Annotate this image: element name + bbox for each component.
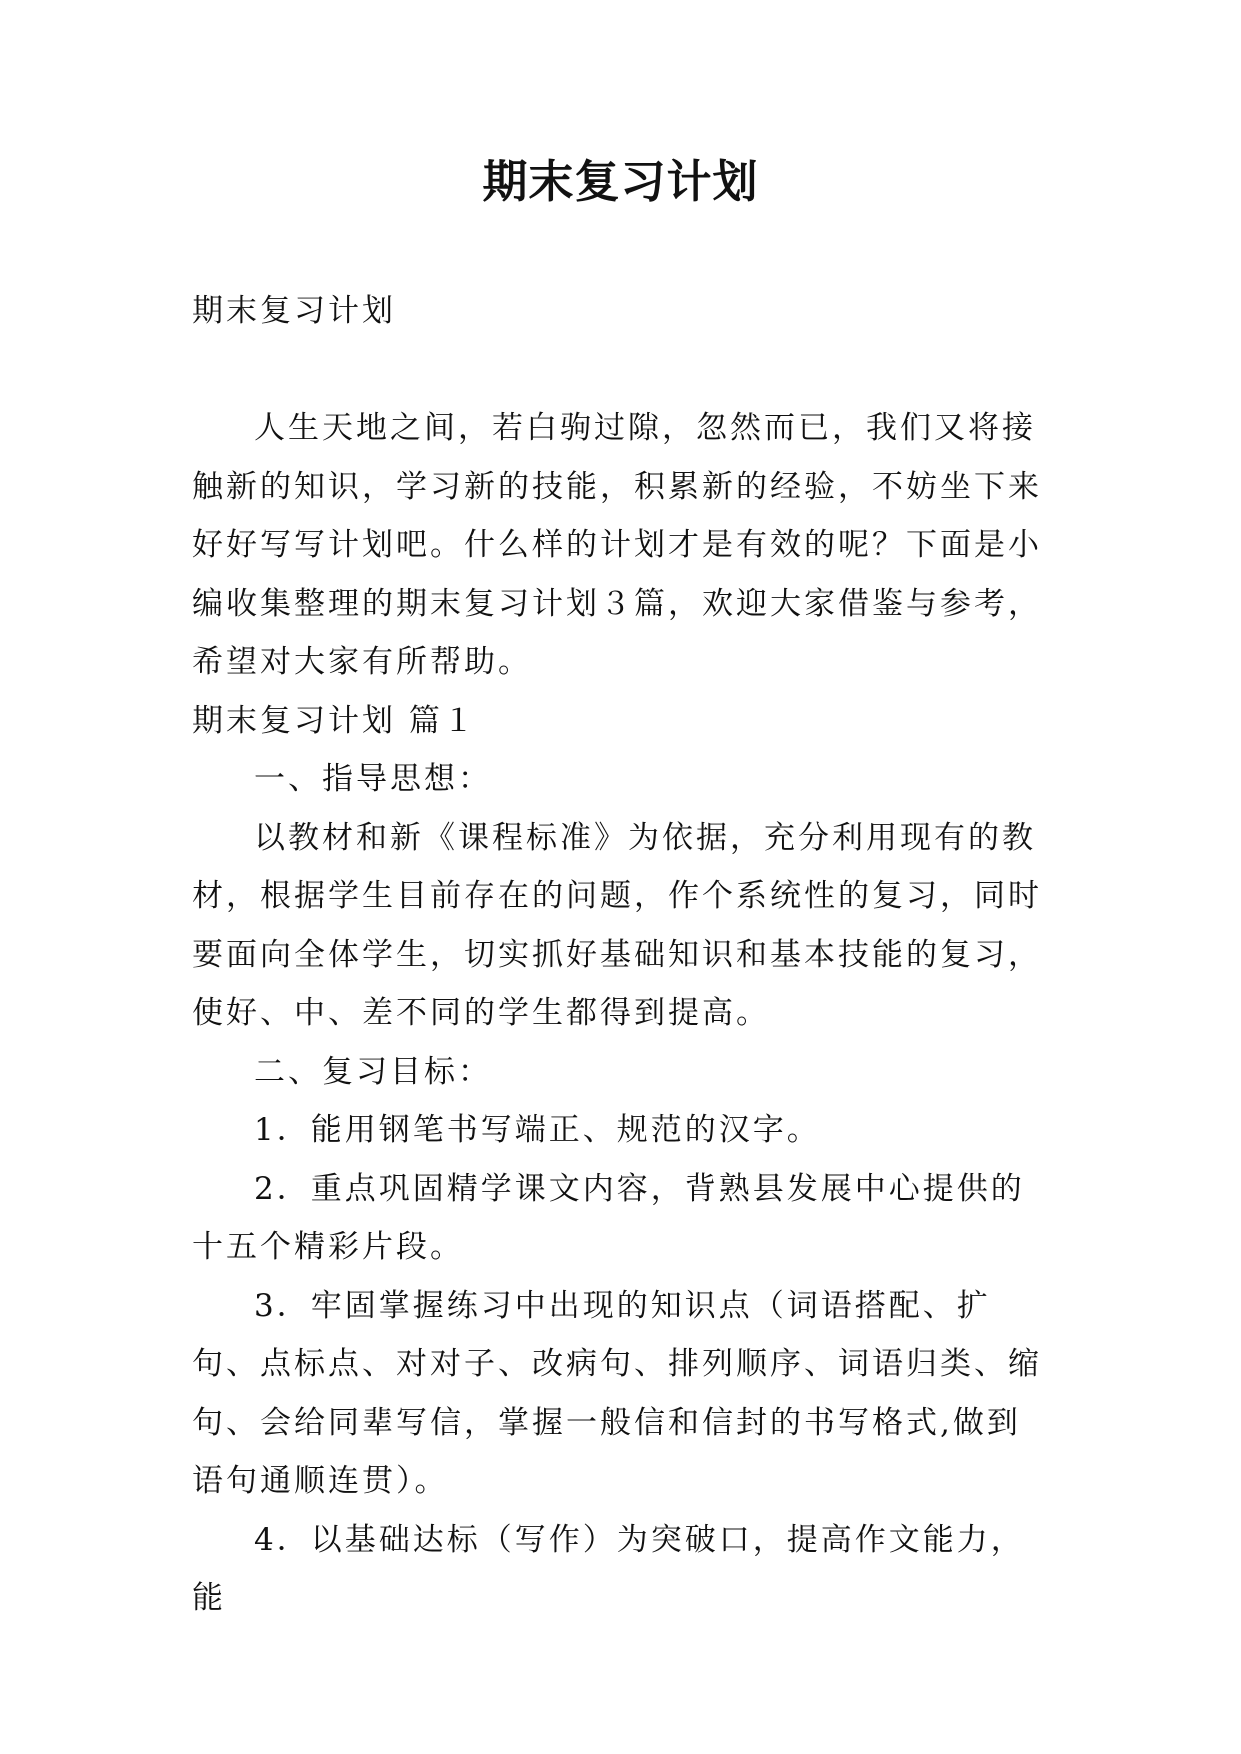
goal-item: 1．能用钢笔书写端正、规范的汉字。 xyxy=(254,1112,821,1148)
document-title: 期末复习计划 xyxy=(482,155,759,208)
intro-paragraph: 人生天地之间，若白驹过隙，忽然而已，我们又将接触新的知识，学习新的技能，积累新的经验，不妨坐下来好好写写计划吧。什么样的计划才是有效的呢？下面是小编收集整理的期末复习计划３篇，欢迎大家借鉴与参考，希望对大家有所帮助。 xyxy=(192,410,1042,680)
document-body xyxy=(192,282,1052,1628)
goal-item: 4．以基础达标（写作）为突破口，提高作文能力，能 xyxy=(192,1521,1025,1616)
guiding-heading: 一、指导思想： xyxy=(254,761,492,797)
section-title: 期末复习计划 篇１ xyxy=(192,702,477,739)
goal-item: 2．重点巩固精学课文内容，背熟县发展中心提供的十五个精彩片段。 xyxy=(192,1170,1025,1265)
guiding-paragraph: 以教材和新《课程标准》为依据，充分利用现有的教材，根据学生目前存在的问题，作个系统性的复习，同时要面向全体学生，切实抓好基础知识和基本技能的复习，使好、中、差不同的学生都得到提高。 xyxy=(192,819,1042,1031)
goal-item: 3．牢固掌握练习中出现的知识点（词语搭配、扩句、点标点、对对子、改病句、排列顺序、词语归类、缩句、会给同辈写信，掌握一般信和信封的书写格式,做到语句通顺连贯）。 xyxy=(192,1287,1042,1499)
document-subtitle: 期末复习计划 xyxy=(192,293,396,329)
blank-line xyxy=(192,341,1052,400)
goals-heading: 二、复习目标： xyxy=(254,1053,492,1090)
